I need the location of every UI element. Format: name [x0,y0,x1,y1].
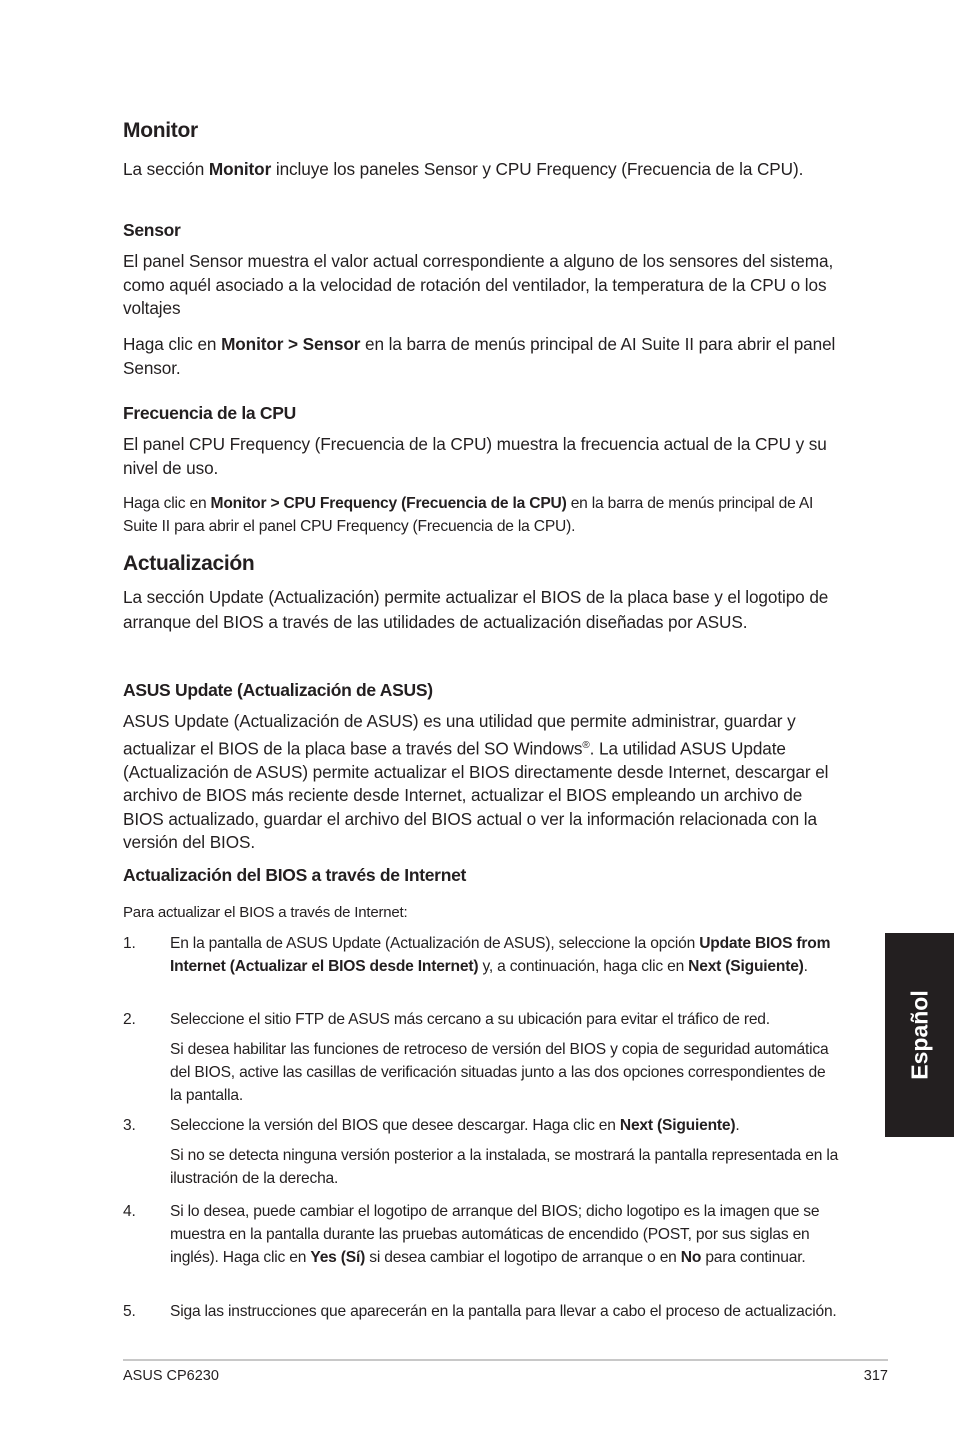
list-number: 5. [123,1303,136,1320]
text: En la pantalla de ASUS Update (Actualización de ASUS), seleccione la opción [170,935,700,952]
bold-text: Yes (Sí) [310,1249,366,1267]
text: La sección [123,159,209,179]
text: en la barra de menús principal de AI Suite II para abrir el panel CPU Frequency (Frecuencia de la CPU). [123,495,814,536]
list-number: 4. [123,1203,136,1220]
footer-product-name: ASUS CP6230 [123,1368,219,1384]
text: Haga clic en [123,495,211,512]
list-item-text [170,1114,840,1137]
text: . La utilidad ASUS Update (Actualización de ASUS) permite actualizar el BIOS directamente desde Internet, descargar el archivo de BIOS más reciente desde Internet, actualizar el BIOS empleando un archivo de BIOS actualizado, guardar el archivo del BIOS actual o ver la información relacionada con la versión del BIOS. [123,738,829,853]
cpu-paragraph-1: El panel CPU Frequency (Frecuencia de la CPU) muestra la frecuencia actual de la CPU y su nivel de uso. [123,434,827,478]
registered-mark: ® [582,739,590,751]
update-paragraph: La sección Update (Actualización) permite actualizar el BIOS de la placa base y el logotipo de arranque del BIOS a través de las utilidades de actualización diseñadas por ASUS. [123,587,829,632]
sensor-paragraph-2 [123,333,838,380]
cpu-paragraph-2 [123,492,838,538]
language-tab [885,933,954,1137]
bold-text: Update BIOS from Internet (Actualizar el BIOS desde Internet) [170,935,831,976]
heading-internet-update: Actualización del BIOS a través de Internet [123,865,467,885]
heading-monitor: Monitor [123,119,198,142]
text: incluye los paneles Sensor y CPU Frequency (Frecuencia de la CPU). [271,159,804,179]
bold-text: No [680,1249,702,1267]
list-number: 2. [123,1011,136,1028]
text: si desea cambiar el logotipo de arranque o en [365,1249,681,1267]
bold-text: Monitor > CPU Frequency (Frecuencia de la CPU) [210,495,567,512]
list-item-text [170,932,840,978]
text: Seleccione el sitio FTP de ASUS más cercano a su ubicación para evitar el tráfico de red. [170,1011,770,1028]
heading-sensor: Sensor [123,220,181,240]
list-item-text [170,1300,840,1323]
list-item-text [170,1200,840,1270]
heading-cpu-frequency: Frecuencia de la CPU [123,403,296,423]
text: . [735,1117,740,1134]
text: Seleccione la versión del BIOS que desee descargar. Haga clic en [170,1117,620,1134]
internet-intro: Para actualizar el BIOS a través de Internet: [123,904,408,921]
text: Haga clic en [123,334,222,354]
language-tab-label: Español [906,990,932,1080]
footer-divider [123,1359,888,1361]
list-number: 1. [123,935,136,952]
bold-text: Monitor [208,159,272,179]
text: ASUS Update (Actualización de ASUS) es una utilidad que permite administrar, guardar y actualizar el BIOS de la placa base a través del SO Windows [123,711,796,759]
text: Si lo desea, puede cambiar el logotipo de arranque del BIOS; dicho logotipo es la imagen que se muestra en la pantalla durante las pruebas automáticas de encendido (POST, por sus siglas en inglés). Haga clic en [170,1203,820,1267]
heading-asus-update: ASUS Update (Actualización de ASUS) [123,680,433,700]
heading-actualizacion: Actualización [123,552,255,575]
monitor-paragraph [123,158,838,182]
list-item-text [170,1008,840,1031]
sensor-paragraph-1: El panel Sensor muestra el valor actual correspondiente a alguno de los sensores del sistema, como aquél asociado a la velocidad de rotación del ventilador, la temperatura de la CPU o los voltajes [123,251,834,318]
text: para continuar. [701,1249,806,1267]
text: y, a continuación, haga clic en [478,958,689,976]
bold-text: Next (Siguiente) [688,958,804,976]
page-number: 317 [863,1368,888,1384]
text: Siga las instrucciones que aparecerán en la pantalla para llevar a cabo el proceso de actualización. [170,1303,837,1320]
text: . [803,958,808,976]
asus-update-paragraph [123,710,838,855]
bold-text: Next (Siguiente) [619,1117,736,1134]
bold-text: Monitor > Sensor [221,334,361,354]
list-number: 3. [123,1117,136,1134]
list-item-note: Si desea habilitar las funciones de retroceso de versión del BIOS y copia de seguridad automática del BIOS, active las casillas de verificación situadas junto a las dos opciones correspondientes de la pantalla. [170,1041,829,1105]
list-item-note: Si no se detecta ninguna versión posterior a la instalada, se mostrará la pantalla representada en la ilustración de la derecha. [170,1147,839,1188]
text: en la barra de menús principal de AI Suite II para abrir el panel Sensor. [123,334,836,378]
